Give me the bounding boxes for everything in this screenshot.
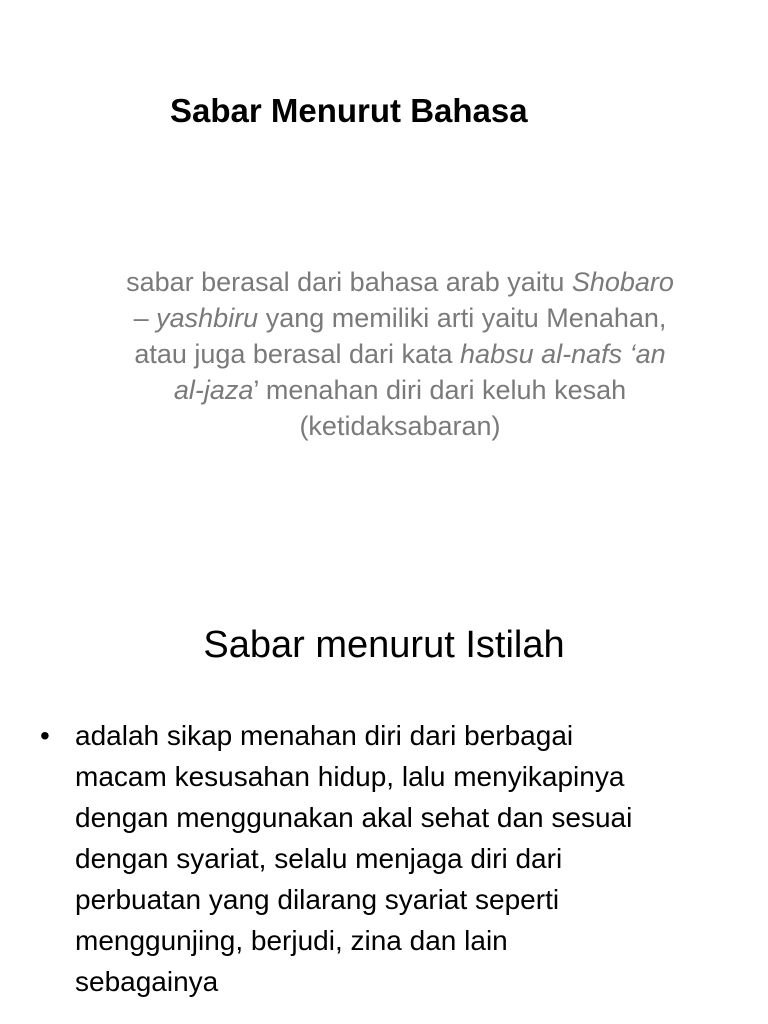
bullet-item (75, 715, 740, 1002)
bullet-marker: • (40, 720, 50, 751)
definition-line (70, 300, 730, 336)
bullet-text-line: adalah sikap menahan diri dari berbagai (75, 720, 574, 751)
bullet-text-line: dengan menggunakan akal sehat dan sesuai (75, 802, 633, 833)
italic-term: Shobaro (571, 267, 674, 297)
definition-paragraph (70, 264, 730, 444)
bullet-list (40, 715, 740, 1002)
bullet-text-line: perbuatan yang dilarang syariat seperti (75, 884, 560, 915)
italic-term: habsu al-nafs ‘an (460, 339, 666, 369)
definition-line (70, 372, 730, 408)
text-segment: – (133, 303, 157, 333)
definition-line (70, 336, 730, 372)
bullet-text-line: macam kesusahan hidup, lalu menyikapinya (75, 761, 625, 792)
slide-1-title: Sabar Menurut Bahasa (170, 92, 528, 129)
italic-term: yashbiru (156, 303, 259, 333)
bullet-text-line: sebagainya (75, 966, 219, 997)
bullet-text-line: menggunjing, berjudi, zina dan lain (75, 925, 508, 956)
text-segment: (ketidaksabaran) (299, 411, 501, 441)
text-segment: yang memiliki arti yaitu Menahan, (258, 303, 667, 333)
slide-2-title: Sabar menurut Istilah (203, 624, 565, 666)
bullet-text-line: dengan syariat, selalu menjaga diri dari (75, 843, 563, 874)
definition-line (70, 408, 730, 444)
text-segment: ’ menahan diri dari keluh kesah (253, 375, 627, 405)
text-segment: atau juga berasal dari kata (134, 339, 461, 369)
text-segment: sabar berasal dari bahasa arab yaitu (126, 267, 572, 297)
definition-line (70, 264, 730, 300)
italic-term: al-jaza (173, 375, 254, 405)
